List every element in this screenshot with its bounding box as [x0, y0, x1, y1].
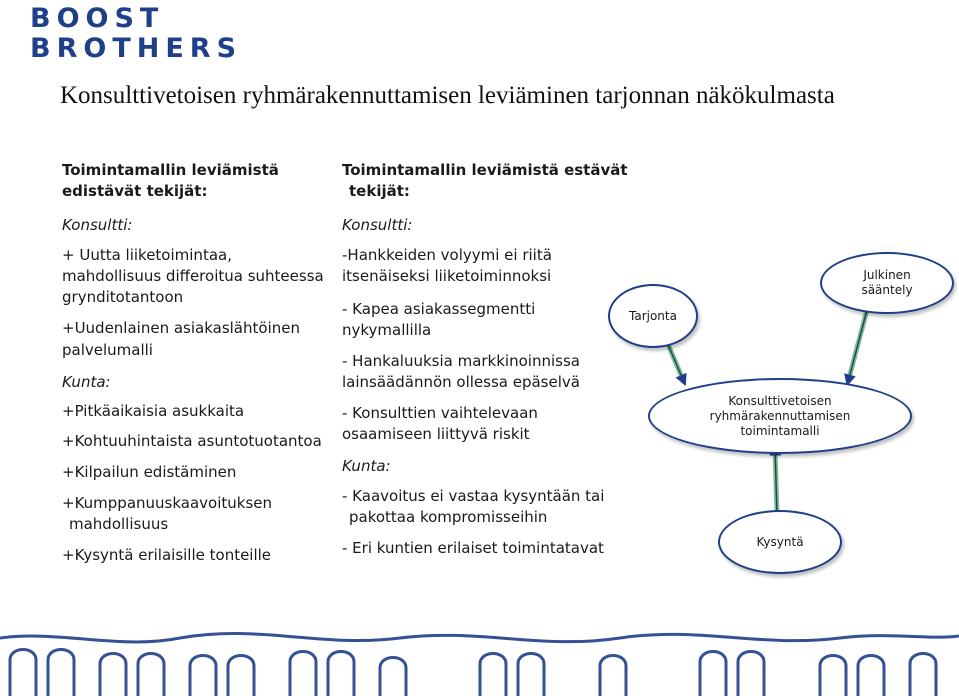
- node-tarjonta: [608, 284, 698, 348]
- list-item: +Kysyntä erilaisille tonteille: [62, 546, 272, 564]
- list-item: grynditotantoon: [62, 288, 184, 306]
- list-item: +Kohtuuhintaista asuntotuotantoa: [62, 432, 322, 450]
- list-item: - Konsulttien vaihtelevaan: [342, 404, 538, 422]
- list-item: pakottaa kompromisseihin: [349, 508, 548, 526]
- node-toimintamalli: [648, 378, 912, 454]
- list-item: mahdollisuus: [69, 515, 169, 533]
- list-item: - Hankaluuksia markkinoinnissa: [342, 352, 580, 370]
- konsultti-label: Konsultti:: [342, 216, 413, 234]
- konsultti-label: Konsultti:: [62, 216, 133, 234]
- list-item: - Kaavoitus ei vastaa kysyntään tai: [342, 487, 605, 505]
- list-item: - Kapea asiakassegmentti: [342, 300, 536, 318]
- node-kysynta: [718, 510, 842, 574]
- list-item: +Pitkäaikaisia asukkaita: [62, 402, 245, 420]
- list-item: +Uudenlainen asiakaslähtöinen: [62, 319, 300, 337]
- list-item: +Kumppanuuskaavoituksen: [62, 494, 272, 512]
- list-item: - Eri kuntien erilaiset toimintatavat: [342, 539, 604, 557]
- node-julkinen-label: Julkinen sääntely: [861, 268, 913, 297]
- list-item: +Kilpailun edistäminen: [62, 463, 237, 481]
- node-kysynta-label: Kysyntä: [756, 534, 804, 549]
- decorative-wave-pattern: [0, 620, 959, 696]
- kunta-label: Kunta:: [342, 457, 391, 475]
- kunta-label: Kunta:: [62, 373, 111, 391]
- list-item: palvelumalli: [62, 341, 153, 359]
- hindering-heading-line-1: Toimintamallin leviämistä estävät: [342, 161, 628, 179]
- node-julkinen-saantely: [820, 252, 954, 314]
- list-item: mahdollisuus differoitua suhteessa: [62, 267, 324, 285]
- list-item: lainsäädännön ollessa epäselvä: [342, 373, 580, 391]
- logo-line-1: BOOST: [30, 3, 165, 34]
- logo-line-2: BROTHERS: [30, 33, 243, 64]
- node-toimintamalli-label: Konsulttivetoisen ryhmärakennuttamisen toimintamalli: [709, 393, 851, 438]
- list-item: -Hankkeiden volyymi ei riitä: [342, 246, 552, 264]
- page-title: Konsulttivetoisen ryhmärakennuttamisen leviäminen tarjonnan näkökulmasta: [60, 82, 835, 109]
- promoting-heading-line-1: Toimintamallin leviämistä: [62, 161, 279, 179]
- promoting-heading-line-2: edistävät tekijät:: [62, 182, 208, 200]
- list-item: itsenäiseksi liiketoiminnoksi: [342, 267, 552, 285]
- list-item: nykymallilla: [342, 321, 432, 339]
- hindering-heading-line-2: tekijät:: [349, 182, 410, 200]
- list-item: osaamiseen liittyvä riskit: [342, 425, 530, 443]
- node-tarjonta-label: Tarjonta: [629, 308, 677, 323]
- list-item: + Uutta liiketoimintaa,: [62, 246, 232, 264]
